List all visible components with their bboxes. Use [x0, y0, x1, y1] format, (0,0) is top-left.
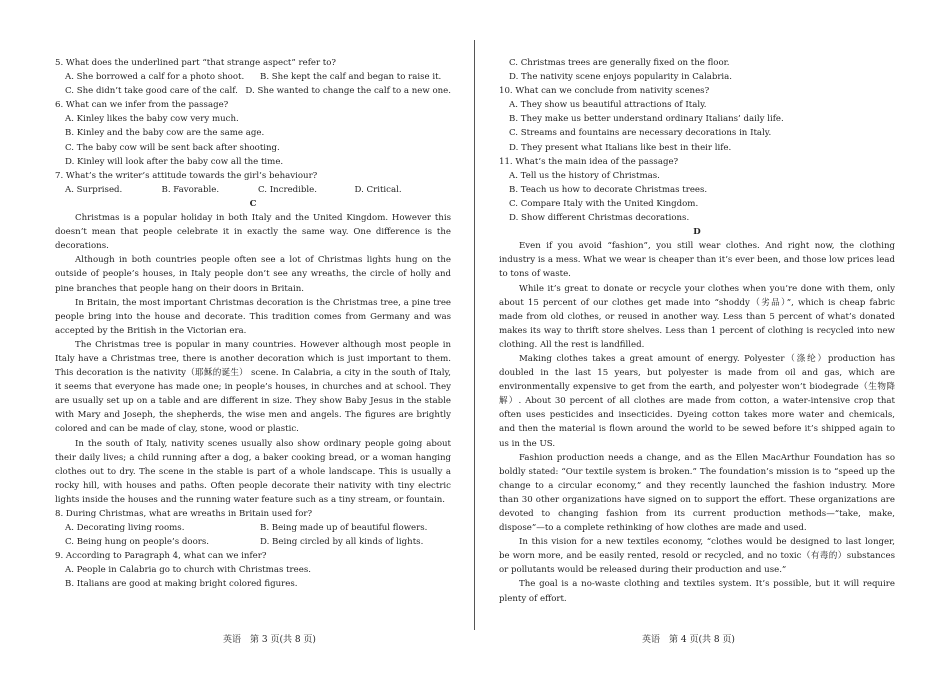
passage-c-paragraph-1: Christmas is a popular holiday in both Italy and the United Kingdom. However this doesn’t mean that people celebrate it in exactly the same way. One difference is the decorations. — [55, 213, 451, 252]
passage-d-paragraph-5: In this vision for a new textiles economy, “clothes would be designed to last longer, be worn more, and be easily rented, resold or recycled, and no toxic（有毒的）substances or pollutants would be released during their production and use.” — [499, 537, 895, 576]
question-5-option-d: D. She wanted to change the calf to a new one. — [245, 86, 451, 97]
question-7-option-c: C. Incredible. — [258, 184, 317, 195]
passage-d-paragraph-3: Making clothes takes a great amount of energy. Polyester（涤纶）production has doubled in the last 15 years, but polyester is made from oil and gas, which are environmentally expensive to get from the earth, and polyester won’t biodegrade（生物降解）. About 30 percent of all clothes are made from cotton, a water-intensive crop that often uses pesticides and insecticides. Dyeing cotton takes more water and chemicals, and then the material is flown around the world to be sewed before it’s shipped again to us in the US. — [499, 353, 895, 449]
question-7-options — [65, 183, 451, 197]
question-9-option-b: B. Italians are good at making bright colored figures. — [65, 579, 298, 590]
question-6-option-d: D. Kinley will look after the baby cow all the time. — [65, 156, 284, 167]
question-11-option-b: B. Teach us how to decorate Christmas trees. — [509, 184, 708, 195]
question-8-option-b: B. Being made up of beautiful flowers. — [260, 523, 428, 534]
question-10-option-c: C. Streams and fountains are necessary decorations in Italy. — [509, 128, 772, 139]
question-10-option-d: D. They present what Italians like best in their life. — [509, 142, 732, 153]
question-10-option-b: B. They make us better understand ordinary Italians’ daily life. — [509, 114, 784, 125]
question-6-option-c: C. The baby cow will be sent back after shooting. — [65, 142, 280, 153]
question-8-option-d: D. Being circled by all kinds of lights. — [260, 537, 424, 548]
section-d-heading: D — [693, 227, 701, 238]
question-6-stem: 6. What can we infer from the passage? — [55, 100, 229, 111]
question-7-option-d: D. Critical. — [354, 184, 402, 195]
passage-d-paragraph-2: While it’s great to donate or recycle your clothes when you’re done with them, only about 15 percent of our clothes get made into “shoddy（劣品）”, which is cheap fabric made from old clothes, or reused in another way. Less than 5 percent of what’s donated makes its way to thrift store shelves. Less than 1 percent of clothing is recycled into new clothing. All the rest is landfilled. — [499, 283, 895, 350]
question-8-stem: 8. During Christmas, what are wreaths in Britain used for? — [55, 509, 313, 519]
question-5-option-b: B. She kept the calf and began to raise it. — [260, 72, 442, 83]
column-divider — [474, 40, 475, 630]
question-11-option-d: D. Show different Christmas decorations. — [509, 213, 690, 224]
passage-c-paragraph-5: In the south of Italy, nativity scenes usually also show ordinary people going about their daily lives; a child running after a dog, a baker cooking bread, or a woman hanging clothes out to dry. The scene in the stable is part of a whole landscape. This is usually a rocky hill, with houses and paths. Often people decorate their nativity with tiny electric lights inside the houses and the running water feature such as a tiny stream, or fountain. — [55, 438, 451, 505]
question-10-option-a: A. They show us beautiful attractions of Italy. — [509, 100, 707, 111]
question-5-option-a: A. She borrowed a calf for a photo shoot. — [65, 72, 245, 83]
page-footer-left: 英语 第 3 页(共 8 页) — [223, 635, 316, 645]
passage-c-paragraph-4: The Christmas tree is popular in many countries. However although most people in Italy have a Christmas tree, there is another decoration which is just important to them. This decoration is the nativity（耶稣的诞生） scene. In Calabria, a city in the south of Italy, it seems that everyone has made one; in people’s houses, in churches and at school. They are usually set up on a table and are different in size. They show Baby Jesus in the stable with Mary and Joseph, the shepherds, the wise men and angels. The figures are brightly colored and can be made of clay, stone, wood or plastic. — [55, 339, 451, 435]
question-8-option-a: A. Decorating living rooms. — [65, 523, 185, 534]
question-5-option-c: C. She didn’t take good care of the calf. — [65, 86, 238, 97]
question-7-stem: 7. What’s the writer’s attitude towards the girl’s behaviour? — [55, 170, 318, 181]
passage-d-paragraph-4: Fashion production needs a change, and as the Ellen MacArthur Foundation has so boldly stated: “Our textile system is broken.” The foundation’s mission is to “speed up the change to a circular economy,” and they recently launched the fashion industry. More than 30 other organizations have signed on to support the effort. These organizations are devoted to changing fashion from its current production methods—“take, make, dispose”—to a complete rethinking of how clothes are made and used. — [499, 452, 895, 534]
question-5-options-row-1 — [65, 70, 451, 84]
question-7-option-b: B. Favorable. — [161, 184, 220, 195]
question-11-option-c: C. Compare Italy with the United Kingdom. — [509, 198, 699, 209]
question-6-option-b: B. Kinley and the baby cow are the same age. — [65, 128, 265, 139]
question-9-stem: 9. According to Paragraph 4, what can we infer? — [55, 551, 267, 562]
question-8-options-row-2 — [65, 535, 451, 549]
question-6-option-a: A. Kinley likes the baby cow very much. — [65, 114, 239, 125]
question-9-option-c: C. Christmas trees are generally fixed on the floor. — [509, 58, 730, 68]
question-11-stem: 11. What’s the main idea of the passage? — [499, 156, 679, 167]
section-c-heading: C — [249, 198, 257, 209]
left-column — [55, 56, 451, 592]
question-5-stem: 5. What does the underlined part “that strange aspect” refer to? — [55, 58, 337, 68]
question-8-option-c: C. Being hung on people’s doors. — [65, 537, 209, 548]
question-5-options-row-2 — [65, 84, 451, 98]
question-8-options-row-1 — [65, 521, 451, 535]
right-column — [499, 56, 895, 606]
passage-d-paragraph-6: The goal is a no-waste clothing and textiles system. It’s possible, but it will require plenty of effort. — [499, 579, 895, 604]
question-7-option-a: A. Surprised. — [65, 184, 123, 195]
question-9-option-a: A. People in Calabria go to church with Christmas trees. — [65, 565, 311, 576]
question-10-stem: 10. What can we conclude from nativity scenes? — [499, 86, 710, 97]
passage-d-paragraph-1: Even if you avoid “fashion”, you still wear clothes. And right now, the clothing industry is a mess. What we wear is cheaper than it’s ever been, and those low prices lead to tons of waste. — [499, 241, 895, 280]
passage-c-paragraph-2: Although in both countries people often see a lot of Christmas lights hung on the outside of people’s houses, in Italy people don’t see any wreaths, the circle of holly and pine branches that people hang on their doors in Britain. — [55, 255, 451, 294]
page-footer-right: 英语 第 4 页(共 8 页) — [642, 635, 735, 645]
question-11-option-a: A. Tell us the history of Christmas. — [509, 170, 660, 181]
passage-c-paragraph-3: In Britain, the most important Christmas decoration is the Christmas tree, a pine tree people bring into the house and decorate. This tradition comes from Germany and was accepted by the British in the Victorian era. — [55, 297, 451, 336]
question-9-option-d: D. The nativity scene enjoys popularity in Calabria. — [509, 72, 733, 83]
